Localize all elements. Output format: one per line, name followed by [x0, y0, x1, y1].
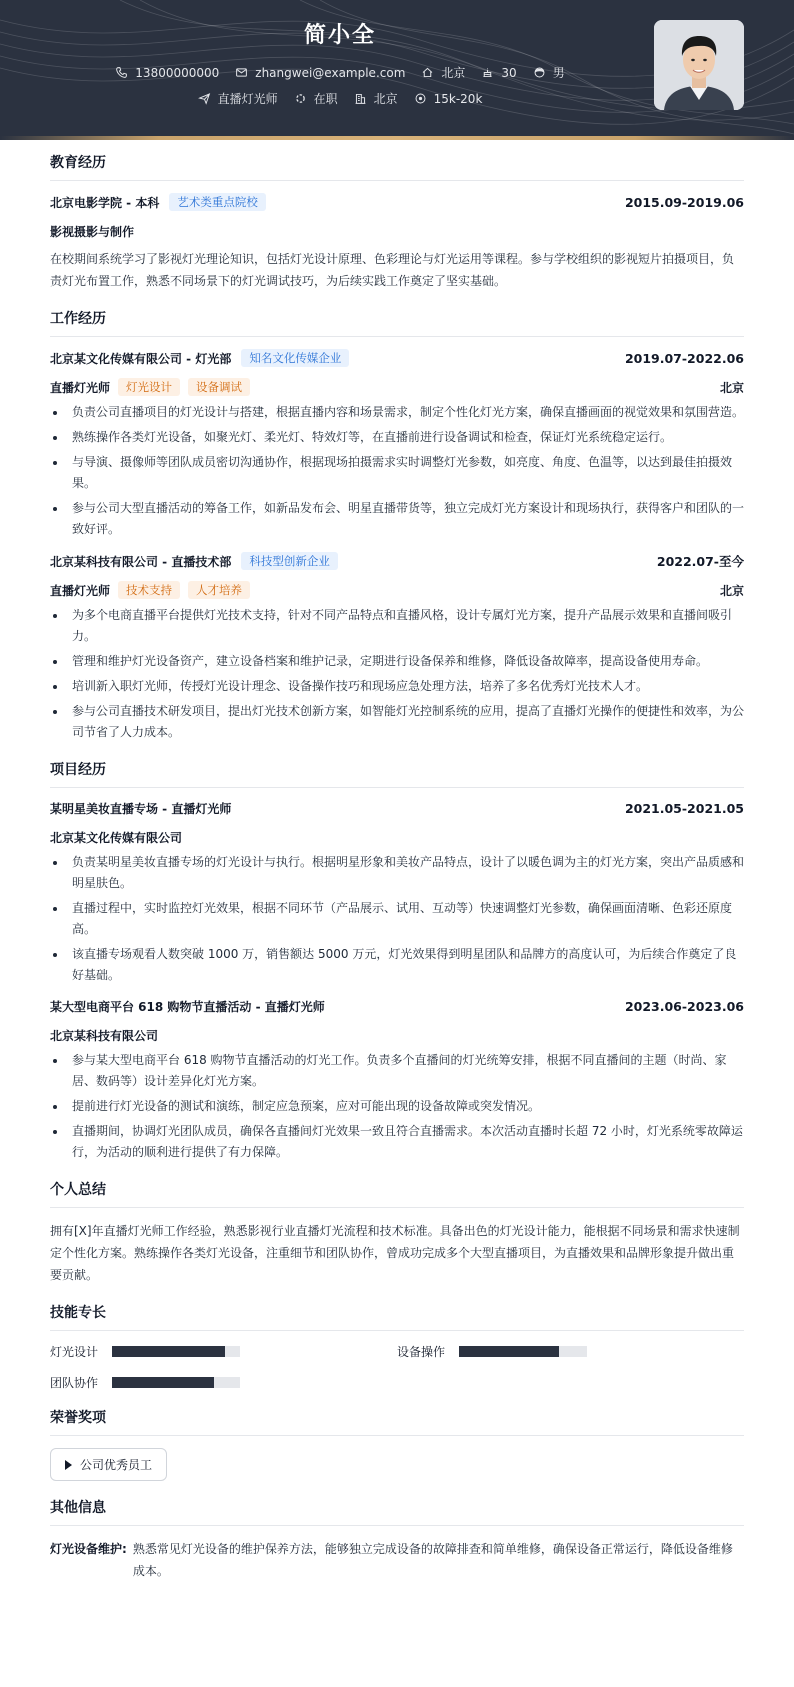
project-name: 某大型电商平台 618 购物节直播活动 - 直播灯光师 [50, 1000, 325, 1014]
skill-item [50, 1343, 397, 1360]
age-item [481, 64, 516, 81]
list-item: 培训新入职灯光师，传授灯光设计理念、设备操作技巧和现场应急处理方法，培养了多名优秀灯光技术人才。 [50, 676, 744, 697]
skills-section [50, 1302, 744, 1391]
project-header-row [50, 998, 744, 1015]
location-item [421, 64, 465, 81]
role-text: 直播灯光师 [50, 380, 111, 395]
role-tag: 设备调试 [188, 378, 250, 396]
status-icon [294, 92, 307, 105]
skill-item [397, 1343, 744, 1360]
section-title-skills: 技能专长 [50, 1302, 744, 1331]
status-item [294, 90, 338, 107]
skill-name: 团队协作 [50, 1376, 99, 1390]
work-header-row [50, 349, 744, 367]
skill-bar [459, 1346, 587, 1357]
company-name [50, 349, 349, 367]
skill-item [50, 1374, 397, 1391]
project-company: 北京某科技有限公司 [50, 1029, 159, 1043]
work-location: 北京 [719, 380, 744, 395]
avatar-portrait [654, 20, 744, 110]
mail-icon [235, 66, 248, 79]
other-text: 熟悉常见灯光设备的维护保养方法，能够独立完成设备的故障排查和简单维修，确保设备正常运行，降低设备维修成本。 [132, 1542, 733, 1578]
role-text: 直播灯光师 [50, 583, 111, 598]
project-entry [50, 998, 744, 1163]
section-title-work: 工作经历 [50, 308, 744, 337]
other-info-row [50, 1538, 744, 1582]
major-name: 影视摄影与制作 [50, 225, 135, 239]
education-section [50, 152, 744, 292]
email-address: zhangwei@example.com [255, 65, 406, 80]
header-accent-line [0, 136, 794, 140]
job-title-item [198, 90, 278, 107]
list-item: 参与公司大型直播活动的筹备工作，如新品发布会、明星直播带货等，独立完成灯光方案设计和现场执行，获得客户和团队的一致好评。 [50, 498, 744, 540]
project-date: 2023.06-2023.06 [624, 999, 744, 1014]
list-item: 该直播专场观看人数突破 1000 万，销售额达 5000 万元，灯光效果得到明星团队和品牌方的高度认可，为后续合作奠定了良好基础。 [50, 944, 744, 986]
work-bullets [50, 402, 744, 540]
list-item: 管理和维护灯光设备资产，建立设备档案和维护记录，定期进行设备保养和维修，降低设备故障率，提高设备使用寿命。 [50, 651, 744, 672]
list-item: 与导演、摄像师等团队成员密切沟通协作，根据现场拍摄需求实时调整灯光参数，如亮度、角度、色温等，以达到最佳拍摄效果。 [50, 452, 744, 494]
section-title-education: 教育经历 [50, 152, 744, 181]
company-tag: 科技型创新企业 [241, 552, 338, 570]
salary-text: 15k-20k [433, 91, 483, 106]
section-title-summary: 个人总结 [50, 1179, 744, 1208]
work-bullets [50, 605, 744, 743]
education-date: 2015.09-2019.06 [624, 194, 744, 210]
project-bullets [50, 1050, 744, 1163]
job-title-text: 直播灯光师 [217, 92, 278, 106]
summary-section [50, 1179, 744, 1286]
list-item: 负责某明星美妆直播专场的灯光设计与执行。根据明星形象和美妆产品特点，设计了以暖色调为主的灯光方案，突出产品质感和明星肤色。 [50, 852, 744, 894]
target-city-item [354, 90, 398, 107]
list-item: 直播期间，协调灯光团队成员，确保各直播间灯光效果一致且符合直播需求。本次活动直播时长超 72 小时，灯光系统零故障运行，为活动的顺利进行提供了有力保障。 [50, 1121, 744, 1163]
awards-section [50, 1407, 744, 1481]
phone-item [115, 64, 219, 81]
award-item[interactable] [50, 1448, 167, 1481]
email-item [235, 64, 405, 81]
list-item: 参与某大型电商平台 618 购物节直播活动的灯光工作。负责多个直播间的灯光统筹安排，根据不同直播间的主题（时尚、家居、数码等）设计差异化灯光方案。 [50, 1050, 744, 1092]
role-tag: 技术支持 [118, 581, 180, 599]
list-item: 熟练操作各类灯光设备，如聚光灯、柔光灯、特效灯等，在直播前进行设备调试和检查，保证灯光系统稳定运行。 [50, 427, 744, 448]
work-role-row [50, 378, 744, 396]
list-item: 提前进行灯光设备的测试和演练，制定应急预案，应对可能出现的设备故障或突发情况。 [50, 1096, 744, 1117]
skill-name: 灯光设计 [50, 1345, 99, 1359]
role-tag: 灯光设计 [118, 378, 180, 396]
project-name: 某明星美妆直播专场 - 直播灯光师 [50, 802, 232, 816]
project-bullets [50, 852, 744, 986]
phone-icon [115, 66, 128, 79]
phone-number: 13800000000 [135, 65, 220, 80]
other-section [50, 1497, 744, 1582]
location-text: 北京 [441, 66, 466, 80]
list-item: 为多个电商直播平台提供灯光技术支持，针对不同产品特点和直播风格，设计专属灯光方案，提升产品展示效果和直播间吸引力。 [50, 605, 744, 647]
salary-item [414, 90, 483, 107]
skills-grid [50, 1343, 744, 1391]
list-item: 直播过程中，实时监控灯光效果，根据不同环节（产品展示、试用、互动等）快速调整灯光参数，确保画面清晰、色彩还原度高。 [50, 898, 744, 940]
school-tag: 艺术类重点院校 [169, 193, 266, 211]
work-date: 2019.07-2022.06 [624, 350, 744, 366]
gender-text: 男 [552, 66, 565, 80]
company-name [50, 552, 338, 570]
company-text: 北京某文化传媒有限公司 - 灯光部 [50, 351, 232, 366]
job-intention-row [0, 90, 680, 107]
status-text: 在职 [313, 92, 338, 106]
projects-section [50, 759, 744, 1163]
skill-bar-fill [459, 1346, 559, 1357]
list-item: 参与公司直播技术研发项目，提出灯光技术创新方案，如智能灯光控制系统的应用，提高了直播灯光操作的便捷性和效率，为公司节省了人力成本。 [50, 701, 744, 743]
skill-bar-fill [112, 1346, 225, 1357]
work-role-row [50, 581, 744, 599]
project-company: 北京某文化传媒有限公司 [50, 831, 183, 845]
resume-header [0, 0, 794, 140]
work-section [50, 308, 744, 743]
age-text: 30 [501, 65, 517, 80]
home-icon [421, 66, 434, 79]
role-tag: 人才培养 [188, 581, 250, 599]
project-header-row [50, 800, 744, 817]
education-description: 在校期间系统学习了影视灯光理论知识，包括灯光设计原理、色彩理论与灯光运用等课程。参与学校组织的影视短片拍摄项目，负责灯光布置工作，熟悉不同场景下的灯光调试技巧，为后续实践工作奠定了坚实基础。 [50, 252, 735, 288]
role-name [50, 581, 250, 599]
list-item: 负责公司直播项目的灯光设计与搭建，根据直播内容和场景需求，制定个性化灯光方案，确保直播画面的视觉效果和氛围营造。 [50, 402, 744, 423]
summary-text: 拥有[X]年直播灯光师工作经验，熟悉影视行业直播灯光流程和技术标准。具备出色的灯光设计能力，能根据不同场景和需求快速制定个性化方案。熟练操作各类灯光设备，注重细节和团队协作，曾成功完成多个大型直播项目，为直播效果和品牌形象提升做出重要贡献。 [50, 1224, 740, 1282]
section-title-awards: 荣誉奖项 [50, 1407, 744, 1436]
school-name [50, 193, 266, 211]
school-text: 北京电影学院 - 本科 [50, 195, 160, 210]
project-entry [50, 800, 744, 986]
send-icon [198, 92, 211, 105]
work-header-row [50, 552, 744, 570]
contact-info-row [0, 64, 680, 81]
section-title-projects: 项目经历 [50, 759, 744, 788]
role-name [50, 378, 250, 396]
education-header-row [50, 193, 744, 211]
project-date: 2021.05-2021.05 [624, 801, 744, 816]
section-title-other: 其他信息 [50, 1497, 744, 1526]
skill-bar [112, 1346, 240, 1357]
work-date: 2022.07-至今 [656, 554, 744, 569]
work-entry [50, 552, 744, 743]
play-triangle-icon [65, 1460, 72, 1470]
cake-icon [481, 66, 494, 79]
target-city-text: 北京 [373, 92, 398, 106]
company-text: 北京某科技有限公司 - 直播技术部 [50, 554, 232, 569]
skill-name: 设备操作 [397, 1345, 446, 1359]
company-tag: 知名文化传媒企业 [241, 349, 349, 367]
coin-icon [414, 92, 427, 105]
building-icon [354, 92, 367, 105]
gender-item [533, 64, 565, 81]
work-location: 北京 [719, 583, 744, 598]
skill-bar-fill [112, 1377, 214, 1388]
candidate-name: 简小全 [303, 23, 376, 48]
work-entry [50, 349, 744, 540]
other-label: 灯光设备维护: [50, 1542, 127, 1556]
gender-icon [533, 66, 546, 79]
profile-photo [654, 20, 744, 110]
award-text: 公司优秀员工 [80, 1458, 153, 1472]
resume-body [50, 152, 744, 1598]
skill-bar [112, 1377, 240, 1388]
